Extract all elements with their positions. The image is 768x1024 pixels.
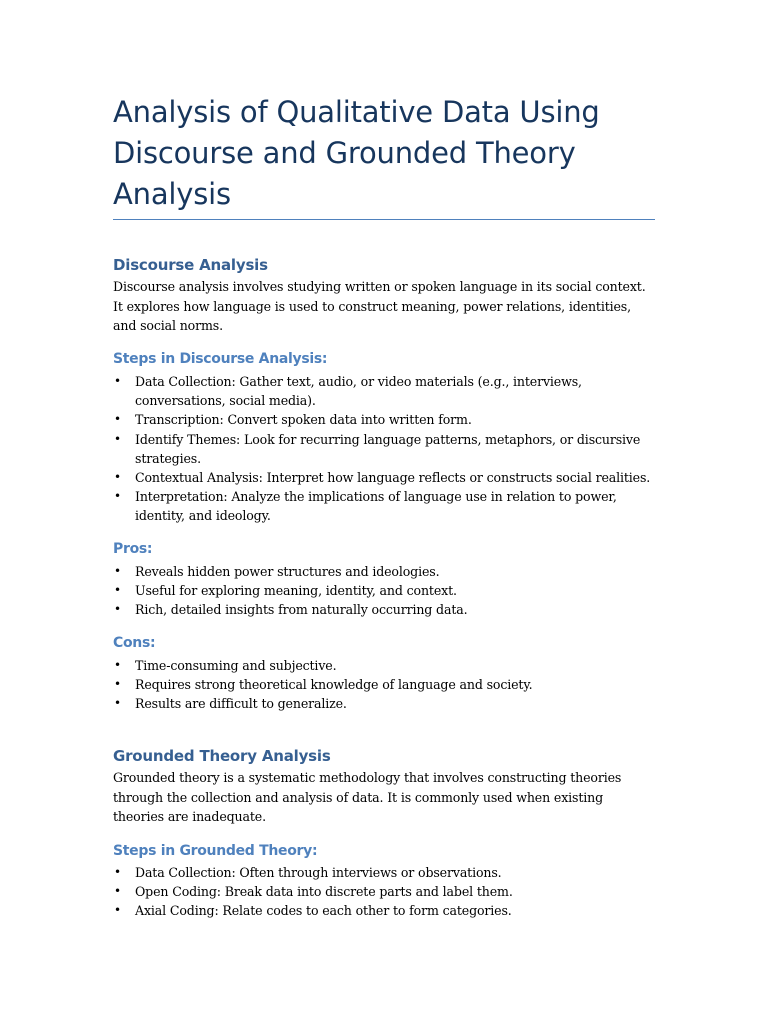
list-item: • Transcription: Convert spoken data into written form.	[113, 410, 655, 429]
list-item: • Useful for exploring meaning, identity, and context.	[113, 581, 655, 600]
bullet-icon: •	[114, 489, 121, 504]
list-item: • Results are difficult to generalize.	[113, 694, 655, 713]
discourse-pros	[113, 540, 655, 620]
bullet-icon: •	[114, 602, 121, 617]
list-item: • Contextual Analysis: Interpret how language reflects or constructs social realities.	[113, 468, 655, 487]
list-item: • Identify Themes: Look for recurring language patterns, metaphors, or discursive strategies.	[114, 431, 641, 466]
list-item: • Requires strong theoretical knowledge of language and society.	[113, 675, 655, 694]
bullet-icon: •	[114, 884, 121, 899]
list-item: • Time-consuming and subjective.	[113, 656, 655, 675]
bullet-icon: •	[114, 564, 121, 578]
subheading-pros: Pros:	[113, 541, 153, 557]
discourse-steps-list	[113, 372, 655, 526]
bullet-icon: •	[114, 412, 121, 427]
subheading-grounded-steps: Steps in Grounded Theory:	[113, 843, 318, 859]
list-item: • Reveals hidden power structures and ideologies.	[113, 562, 655, 581]
discourse-cons	[113, 634, 655, 714]
discourse-intro-paragraph: Discourse analysis involves studying written or spoken language in its social context. It explores how language is used to construct meaning, power relations, identities, and social norms.	[113, 279, 646, 333]
pros-list	[113, 562, 655, 620]
subheading-discourse-steps: Steps in Discourse Analysis:	[113, 351, 328, 367]
list-item: • Interpretation: Analyze the implications of language use in relation to power, identity, and ideology.	[114, 489, 617, 524]
grounded-intro-paragraph: Grounded theory is a systematic methodology that involves constructing theories through the collection and analysis of data. It is commonly used when existing theories are inadequate.	[113, 770, 622, 824]
subheading-cons: Cons:	[113, 635, 156, 651]
section-heading-grounded: Grounded Theory Analysis	[113, 747, 331, 765]
bullet-icon: •	[114, 696, 121, 711]
list-item: • Data Collection: Often through interviews or observations.	[113, 863, 655, 882]
discourse-steps	[113, 350, 655, 526]
list-item: • Data Collection: Gather text, audio, or video materials (e.g., interviews, conversations, social media).	[114, 374, 582, 409]
bullet-icon: •	[114, 903, 121, 918]
bullet-icon: •	[114, 865, 121, 879]
bullet-icon: •	[114, 677, 121, 692]
list-item: • Rich, detailed insights from naturally occurring data.	[113, 600, 655, 619]
grounded-steps-list	[113, 863, 655, 921]
bullet-icon: •	[114, 470, 121, 485]
title-underline	[113, 219, 655, 220]
cons-list	[113, 656, 655, 714]
discourse-section	[113, 255, 655, 336]
bullet-icon: •	[114, 431, 121, 446]
document-title: Analysis of Qualitative Data Using Discourse and Grounded Theory Analysis	[113, 95, 600, 211]
bullet-icon: •	[114, 658, 121, 672]
section-heading-discourse: Discourse Analysis	[113, 256, 268, 274]
list-item: • Open Coding: Break data into discrete parts and label them.	[113, 882, 655, 901]
bullet-icon: •	[114, 583, 121, 598]
bullet-icon: •	[114, 374, 121, 388]
grounded-section	[113, 746, 655, 827]
list-item: • Axial Coding: Relate codes to each other to form categories.	[113, 901, 655, 920]
grounded-steps	[113, 842, 655, 921]
